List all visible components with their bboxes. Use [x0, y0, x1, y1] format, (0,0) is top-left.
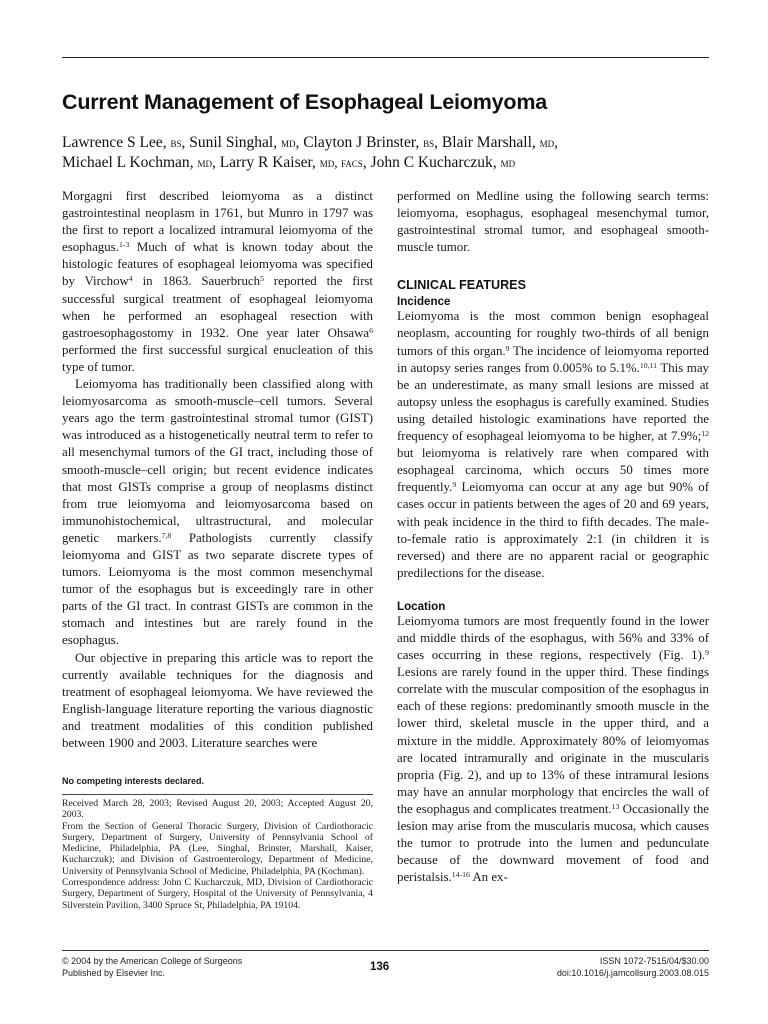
- affiliations: From the Section of General Thoracic Surgery, Division of Cardiothoracic Surgery, Department of Surgery, University of Pennsylvania School of Medicine, Philadelphia, PA (Lee, Singhal, Brinster, Marshall, Kaiser, Kucharczuk); and Division of Gastroenterology, Department of Medicine, University of Pennsylvania School of Medicine, Philadelphia, PA (Kochman).: [62, 820, 373, 877]
- author-degree: md: [280, 135, 296, 150]
- correspondence-address: Correspondence address: John C Kucharczuk, MD, Division of Cardiothoracic Surgery, Department of Surgery, Hospital of the University of Pennsylvania, 4 Silverstein Pavilion, 3400 Spruce St, Philadelphia, PA 19104.: [62, 877, 373, 911]
- top-rule: [62, 57, 709, 58]
- author-degree: md, facs: [319, 155, 363, 170]
- author-line-1: Lawrence S Lee, bs, Sunil Singhal, md, Clayton J Brinster, bs, Blair Marshall, md,: [62, 134, 559, 151]
- publisher: Published by Elsevier Inc.: [62, 968, 166, 978]
- intro-paragraph-1: Morgagni first described leiomyoma as a distinct gastrointestinal neoplasm in 1761, but Munro in 1797 was the first to report a localized intramural leiomyoma of the esophagus.$^{1-3}$ Much of what is known today about the histologic features of esophageal leiomyoma was specified by Virchow$^4$ in 1863. Sauerbruch$^5$ reported the first successful surgical treatment of esophageal leiomyoma when he performed an esophageal resection with gastroesophagostomy in 1932. One year later Ohsawa$^6$ performed the first successful surgical enucleation of this type of tumor.: [62, 189, 373, 374]
- section-heading-clinical-features: CLINICAL FEATURES: [397, 278, 526, 293]
- author-name: Lawrence S Lee: [62, 134, 163, 151]
- bottom-rule: [62, 950, 709, 951]
- subsection-heading-incidence: Incidence: [397, 295, 451, 309]
- author-degree: md: [197, 155, 212, 170]
- footer-publisher-info: [62, 955, 242, 979]
- doi: doi:10.1016/j.jamcollsurg.2003.08.015: [556, 968, 709, 978]
- author-name: Sunil Singhal: [189, 134, 274, 151]
- subsection-heading-location: Location: [397, 599, 446, 613]
- author-name: Michael L Kochman: [62, 154, 190, 171]
- footnote-rule: [62, 794, 373, 795]
- intro-paragraph-3: Our objective in preparing this article was to report the currently available techniques for the diagnosis and treatment of esophageal leiomyoma. We have reviewed the English-language literature reporting the various diagnostic and treatment modalities of this condition published between 1900 and 2003. Literature searches were: [62, 650, 373, 750]
- incidence-paragraph: Leiomyoma is the most common benign esophageal neoplasm, accounting for roughly two-thirds of all benign tumors of this organ.$^9$ The incidence of leiomyoma reported in autopsy series ranges from 0.005% to 5.1%.$^{10,11}$ This may be an underestimate, as many small lesions are missed at autopsy unless the esophagus is carefully examined. Studies using detailed histologic examinations have reported the frequency of esophageal leiomyoma to be higher, at 7.9%;$^{12}$ but leiomyoma is relatively rare when compared with esophageal carcinoma, which occurs 50 times more frequently.$^9$ Leiomyoma can occur at any age but 90% of cases occur in patients between the ages of 20 and 69 years, with peak incidence in the third to fifth decades. The male-to-female ratio is approximately 2:1 (in children it is reversed) and there are no apparent racial or geographic predilections for the disease.: [397, 309, 709, 580]
- author-degree: md: [539, 135, 555, 150]
- intro-paragraph-3-continued: performed on Medline using the following search terms: leiomyoma, esophagus, esophageal mesenchymal tumor, gastrointestinal stromal tumor, and esophageal smooth-muscle tumor.: [397, 189, 709, 255]
- author-degree: md: [500, 155, 516, 170]
- intro-paragraph-2: Leiomyoma has traditionally been classified along with leiomyosarcoma as smooth-muscle–cell tumors. Several years ago the term gastrointestinal stromal tumor (GIST) was introduced as a histogenetically neutral term to refer to all mesenchymal tumors of the GI tract, including those of smooth-muscle–cell origin; but recent evidence indicates that most GISTs comprise a group of neoplasms distinct from true leiomyoma and leiomyosarcoma based on immunohistochemical, ultrastructural, and molecular genetic markers.$^{7,8}$ Pathologists currently classify leiomyoma and GIST as two separate discrete types of tumors. Leiomyoma is the most common mesenchymal tumor of the esophagus but is exceedingly rare in other parts of the GI tract. In contrast GISTs are common in the stomach and intestines but are rarely found in the esophagus.: [62, 377, 374, 648]
- received-dates: Received March 28, 2003; Revised August 20, 2003; Accepted August 20, 2003.: [62, 798, 373, 821]
- issn: ISSN 1072-7515/04/$30.00: [599, 956, 709, 966]
- left-column: [62, 188, 373, 752]
- footnotes: [62, 798, 373, 911]
- author-list: [62, 133, 709, 173]
- copyright: © 2004 by the American College of Surgeons: [62, 956, 243, 966]
- competing-interests: No competing interests declared.: [62, 776, 205, 786]
- author-name: John C Kucharczuk: [370, 154, 493, 171]
- author-name: Clayton J Brinster: [303, 134, 416, 151]
- location-paragraph: Leiomyoma tumors are most frequently found in the lower and middle thirds of the esophagus, with 56% and 33% of cases occurring in these regions, respectively (Fig. 1).$^9$ Lesions are rarely found in the upper third. These findings correlate with the muscular composition of the esophagus in each of these regions: predominantly smooth muscle in the lower third, skeletal muscle in the upper third, and a mixture in the middle. Approximately 80% of leiomyomas are located intramurally and originate in the muscularis propria (Fig. 2), and up to 13% of these intramural lesions may have an annular morphology that encircles the wall of the esophagus and complicates treatment.$^{13}$ Occasionally the lesion may arise from the muscularis mucosa, which causes the tumor to protrude into the lumen and pedunculate because of the downward movement of food and peristalsis.$^{14-16}$ An ex-: [397, 613, 709, 885]
- author-name: Blair Marshall: [441, 134, 532, 151]
- right-column: [397, 188, 709, 886]
- author-line-2: Michael L Kochman, md, Larry R Kaiser, md, facs, John C Kucharczuk, md: [62, 154, 516, 171]
- article-title: Current Management of Esophageal Leiomyoma: [62, 90, 547, 114]
- page-number: 136: [370, 961, 390, 973]
- author-degree: bs: [170, 135, 182, 150]
- author-name: Larry R Kaiser: [219, 154, 313, 171]
- author-degree: bs: [423, 135, 435, 150]
- footer-identifiers: [557, 955, 709, 979]
